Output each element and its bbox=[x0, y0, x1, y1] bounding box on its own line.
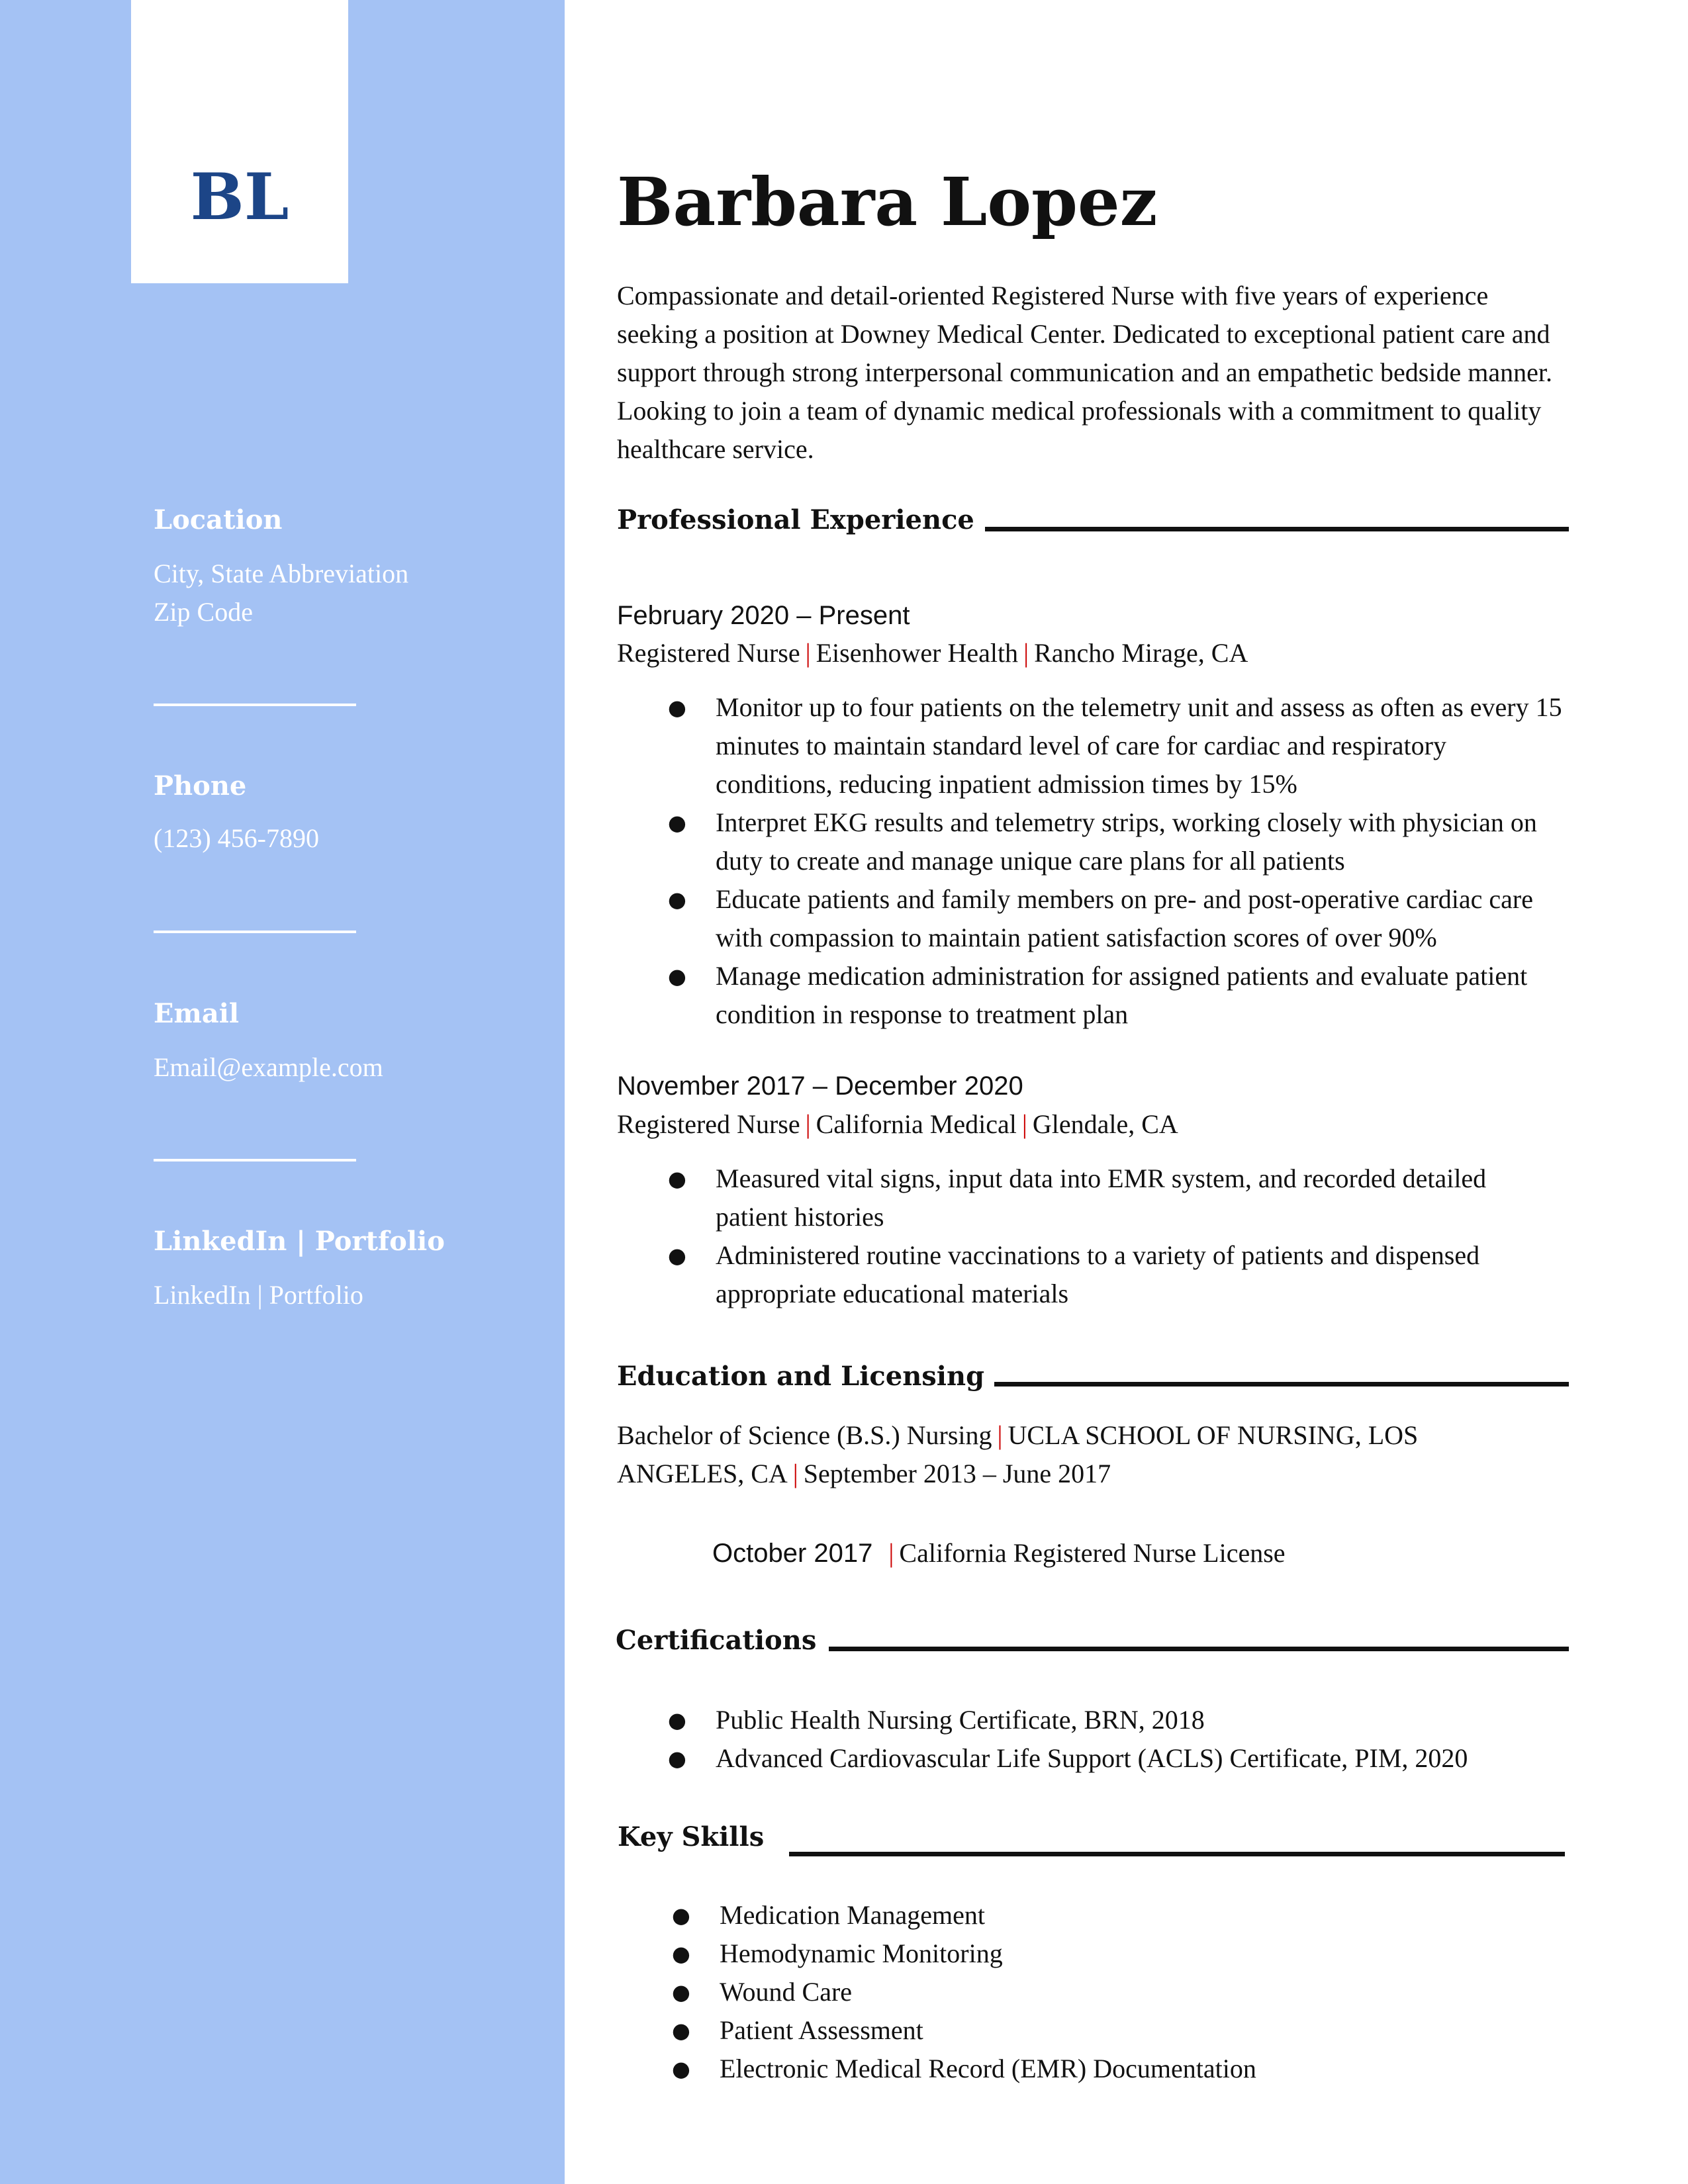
bullet-icon: ● bbox=[668, 887, 686, 912]
job-location: Rancho Mirage, CA bbox=[1034, 638, 1248, 668]
certifications-list bbox=[668, 1701, 1563, 1778]
job-bullets bbox=[668, 1160, 1563, 1313]
list-item: ● Manage medication administration for assigned patients and evaluate patient condition in response to treatment plan bbox=[716, 957, 1563, 1034]
job-dates: February 2020 – Present bbox=[617, 601, 910, 630]
bullet-icon: ● bbox=[668, 1746, 686, 1771]
list-item: ● Interpret EKG results and telemetry strips, working closely with physician on duty to create and manage unique care plans for all patients bbox=[716, 803, 1563, 880]
bullet-icon: ● bbox=[672, 1903, 690, 1928]
separator: | bbox=[805, 638, 811, 668]
school: UCLA SCHOOL OF NURSING, LOS ANGELES, CA bbox=[617, 1420, 1419, 1488]
education-heading: Education and Licensing bbox=[617, 1361, 985, 1392]
skills-heading: Key Skills bbox=[618, 1821, 765, 1852]
list-item: ● Electronic Medical Record (EMR) Documentation bbox=[720, 2050, 1567, 2088]
job-employer: California Medical bbox=[816, 1109, 1017, 1139]
degree: Bachelor of Science (B.S.) Nursing bbox=[617, 1420, 992, 1450]
bullet-icon: ● bbox=[672, 2056, 690, 2081]
monogram-box bbox=[131, 0, 348, 283]
license-name: California Registered Nurse License bbox=[899, 1538, 1286, 1568]
sidebar-divider bbox=[154, 931, 356, 933]
section-rule bbox=[789, 1852, 1565, 1856]
summary-paragraph: Compassionate and detail-oriented Registered Nurse with five years of experience seeking a position at Downey Medical Center. Dedicated to exceptional patient care and support through strong interpersonal communication and an empathetic bedside manner. Looking to join a team of dynamic medical professionals with a commitment to quality healthcare service. bbox=[617, 281, 1552, 464]
job-title-line bbox=[617, 1105, 1178, 1144]
bullet-icon: ● bbox=[668, 1243, 686, 1268]
list-item: ● Measured vital signs, input data into EMR system, and recorded detailed patient histories bbox=[716, 1160, 1563, 1236]
separator: | bbox=[1023, 638, 1029, 668]
license-entry bbox=[712, 1534, 1286, 1572]
candidate-name: Barbara Lopez bbox=[617, 163, 1158, 241]
links-value[interactable]: LinkedIn | Portfolio bbox=[154, 1280, 363, 1310]
email-value[interactable]: Email@example.com bbox=[154, 1052, 383, 1082]
sidebar bbox=[0, 0, 565, 2184]
list-item: ● Patient Assessment bbox=[720, 2011, 1567, 2050]
location-line-2: Zip Code bbox=[154, 597, 253, 627]
sidebar-divider bbox=[154, 704, 356, 706]
bullet-icon: ● bbox=[672, 2018, 690, 2043]
separator: | bbox=[997, 1420, 1003, 1450]
list-item: ● Wound Care bbox=[720, 1973, 1567, 2011]
email-heading: Email bbox=[154, 998, 240, 1029]
location-line-1: City, State Abbreviation bbox=[154, 559, 409, 588]
section-rule bbox=[829, 1647, 1569, 1651]
bullet-icon: ● bbox=[668, 1166, 686, 1191]
list-item: ● Educate patients and family members on pre- and post-operative cardiac care with compassion to maintain patient satisfaction scores of over 90% bbox=[716, 880, 1563, 957]
job-title: Registered Nurse bbox=[617, 1109, 800, 1139]
phone-value: (123) 456-7890 bbox=[154, 823, 319, 853]
separator: | bbox=[1021, 1109, 1027, 1139]
list-item: ● Administered routine vaccinations to a variety of patients and dispensed appropriate educational materials bbox=[716, 1236, 1563, 1313]
links-heading: LinkedIn | Portfolio bbox=[154, 1226, 445, 1257]
list-item: ● Monitor up to four patients on the telemetry unit and assess as often as every 15 minutes to maintain standard level of care for cardiac and respiratory conditions, reducing inpatient admission times by 15% bbox=[716, 688, 1563, 803]
certifications-heading: Certifications bbox=[616, 1625, 817, 1656]
separator: | bbox=[888, 1538, 894, 1568]
job-title-line bbox=[617, 634, 1248, 672]
bullet-icon: ● bbox=[672, 1941, 690, 1966]
section-rule bbox=[985, 527, 1569, 531]
list-item: ● Advanced Cardiovascular Life Support (ACLS) Certificate, PIM, 2020 bbox=[716, 1739, 1563, 1778]
education-dates: September 2013 – June 2017 bbox=[803, 1459, 1111, 1488]
bullet-icon: ● bbox=[672, 1979, 690, 2005]
monogram: BL bbox=[190, 159, 289, 234]
bullet-icon: ● bbox=[668, 695, 686, 720]
license-date: October 2017 bbox=[712, 1539, 873, 1568]
section-rule bbox=[994, 1382, 1569, 1387]
job-location: Glendale, CA bbox=[1032, 1109, 1178, 1139]
bullet-icon: ● bbox=[668, 964, 686, 989]
job-bullets bbox=[668, 688, 1563, 1034]
job-dates: November 2017 – December 2020 bbox=[617, 1071, 1023, 1101]
separator: | bbox=[805, 1109, 811, 1139]
separator: | bbox=[792, 1459, 798, 1488]
job-title: Registered Nurse bbox=[617, 638, 800, 668]
bullet-icon: ● bbox=[668, 1707, 686, 1733]
location-heading: Location bbox=[154, 504, 283, 535]
list-item: ● Hemodynamic Monitoring bbox=[720, 1934, 1567, 1973]
bullet-icon: ● bbox=[668, 810, 686, 835]
sidebar-divider bbox=[154, 1159, 356, 1161]
education-entry bbox=[617, 1416, 1477, 1493]
list-item: ● Medication Management bbox=[720, 1896, 1567, 1934]
phone-heading: Phone bbox=[154, 770, 247, 801]
list-item: ● Public Health Nursing Certificate, BRN, 2018 bbox=[716, 1701, 1563, 1739]
experience-heading: Professional Experience bbox=[617, 504, 974, 535]
job-employer: Eisenhower Health bbox=[816, 638, 1019, 668]
skills-list bbox=[672, 1896, 1567, 2088]
